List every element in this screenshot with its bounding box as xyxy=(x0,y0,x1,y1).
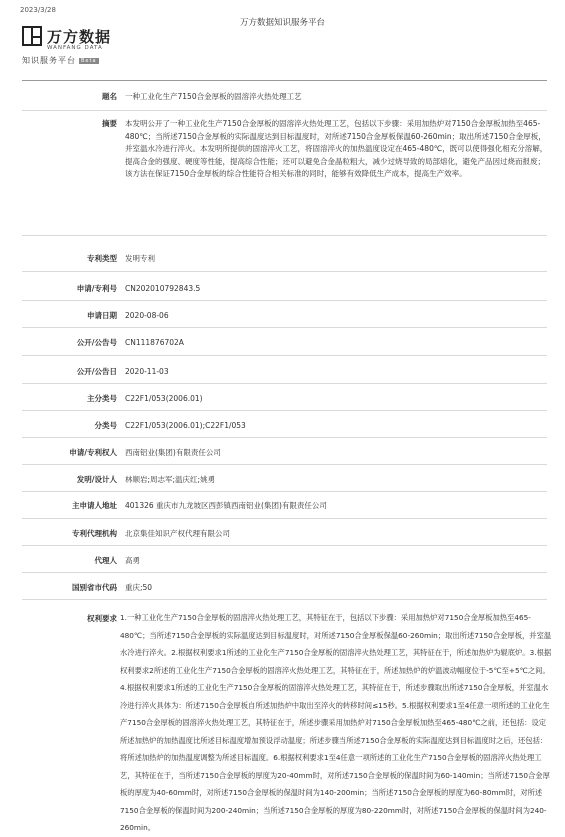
logo-subtitle: 知识服务平台 Beta xyxy=(22,56,97,65)
row-divider xyxy=(22,271,547,272)
wanfang-logo[interactable] xyxy=(22,26,142,66)
field-label: 权利要求 xyxy=(87,614,117,623)
row-divider xyxy=(22,110,547,111)
field-value: 2020-08-06 xyxy=(125,311,169,320)
row-divider xyxy=(22,437,547,438)
row-divider xyxy=(22,235,547,236)
logo-text-en: WANFANG DATA xyxy=(47,45,103,51)
print-date: 2023/3/28 xyxy=(20,6,56,14)
field-label: 申请/专利号 xyxy=(76,284,117,293)
field-value: CN111876702A xyxy=(125,338,184,347)
row-divider xyxy=(22,327,547,328)
field-value: C22F1/053(2006.01) xyxy=(125,394,203,403)
field-label: 分类号 xyxy=(94,421,117,430)
header-divider xyxy=(22,80,547,81)
logo-text-cn: 万方数据 xyxy=(47,28,112,46)
field-label: 题名 xyxy=(102,92,117,101)
field-value: 北京集佳知识产权代理有限公司 xyxy=(125,529,230,538)
row-divider xyxy=(22,518,547,519)
field-value: 本发明公开了一种工业化生产7150合金厚板的固溶淬火热处理工艺，包括以下步骤：采用加热炉对7150合金厚板加热至465-480℃；当所述7150合金厚板的实际温度达到目标温度时，对所述7150合金厚板保温60-260min；取出所述7150合金厚板，并室温水冷进行淬火。本发明所提供的固溶淬火工艺，将固溶淬火的加热温度设定在465-480℃，既可以使得强化相充分溶解，提高合金的强度、硬度等性能，提高综合性能；还可以避免合金晶粒粗大，减少过烧导致的局部熔化，避免产品因过烧而报废；该方法在保证7150合金厚板的综合性能符合相关标准的同时，能够有效降低生产成本，提高生产效率。 xyxy=(125,119,548,178)
field-label: 主申请人地址 xyxy=(72,501,117,510)
field-label: 发明/设计人 xyxy=(76,475,117,484)
field-label: 摘要 xyxy=(102,119,117,128)
site-title: 万方数据知识服务平台 xyxy=(239,18,325,28)
logo-mark-icon xyxy=(22,26,42,46)
row-divider xyxy=(22,572,547,573)
field-label: 申请日期 xyxy=(87,311,117,320)
field-label: 公开/公告号 xyxy=(76,338,117,347)
field-value: C22F1/053(2006.01);C22F1/053 xyxy=(125,421,246,430)
field-label: 国别省市代码 xyxy=(72,583,117,592)
field-label: 主分类号 xyxy=(87,394,117,403)
field-value: 林顺岩;周志军;温庆红;姚勇 xyxy=(125,475,216,484)
field-label: 申请/专利权人 xyxy=(69,448,117,457)
row-divider xyxy=(22,464,547,465)
field-label: 代理人 xyxy=(94,556,117,565)
row-divider xyxy=(22,491,547,492)
row-divider xyxy=(22,300,547,301)
field-value: 2020-11-03 xyxy=(125,367,169,376)
row-divider xyxy=(22,410,547,411)
field-value: 一种工业化生产7150合金厚板的固溶淬火热处理工艺 xyxy=(125,92,302,101)
field-label: 专利代理机构 xyxy=(72,529,117,538)
field-value: 发明专利 xyxy=(125,254,155,263)
beta-badge: Beta xyxy=(81,57,97,64)
field-label: 公开/公告日 xyxy=(76,367,117,376)
row-divider xyxy=(22,355,547,356)
row-divider xyxy=(22,545,547,546)
row-divider xyxy=(22,599,547,600)
row-divider xyxy=(22,383,547,384)
field-value: CN202010792843.5 xyxy=(125,284,201,293)
field-label: 专利类型 xyxy=(87,254,117,263)
field-value: 西南铝业(集团)有限责任公司 xyxy=(125,448,221,457)
field-value: 1.一种工业化生产7150合金厚板的固溶淬火热处理工艺，其特征在于，包括以下步骤：采用加热炉对7150合金厚板加热至465-480℃；当所述7150合金厚板的实际温度达到目标温度时，对所述7150合金厚板保温60-260min；取出所述7150合金厚板，并室温水冷进行淬火。2.根据权利要求1所述的工业化生产7150合金厚板的固溶淬火热处理工艺，其特征在于，所述加热炉为辊底炉。3.根据权利要求2所述的工业化生产7150合金厚板的固溶淬火热处理工艺，其特征在于，所述加热炉的炉温波动幅度位于-5℃至+5℃之间。4.根据权利要求1所述的工业化生产7150合金厚板的固溶淬火热处理工艺，其特征在于，所述步骤取出所述7150合金厚板，并室温水冷进行淬火具体为：所述7150合金厚板自所述加热炉中取出至淬火的转移时间≤15秒。5.根据权利要求1至4任意一项所述的工业化生产7150合金厚板的固溶淬火热处理工艺，其特征在于，所述步骤采用加热炉对7150合金厚板加热至465-480℃之前，还包括：设定所述加热炉的加热温度比所述目标温度增加预设浮动温度；所述步骤当所述7150合金厚板的实际温度达到目标温度时之后，还包括：将所述加热炉的加热温度调整为所述目标温度。6.根据权利要求1至4任意一项所述的工业化生产7150合金厚板的固溶淬火热处理工艺，其特征在于，当所述7150合金厚板的厚度为20-40mm时，对所述7150合金厚板的保温时间为60-140min；当所述7150合金厚板的厚度为40-60mm时，对所述7150合金厚板的保温时间为140-200min；当所述7150合金厚板的厚度为60-80mm时，对所述7150合金厚板的保温时间为200-240min；当所述7150合金厚板的厚度为80-220mm时，对所述7150合金厚板的保温时间为240-260min。 xyxy=(120,613,552,832)
field-value: 重庆;50 xyxy=(125,583,153,592)
field-value: 401326 重庆市九龙坡区西彭镇西南铝业(集团)有限责任公司 xyxy=(125,501,327,510)
field-value: 高勇 xyxy=(125,556,140,565)
